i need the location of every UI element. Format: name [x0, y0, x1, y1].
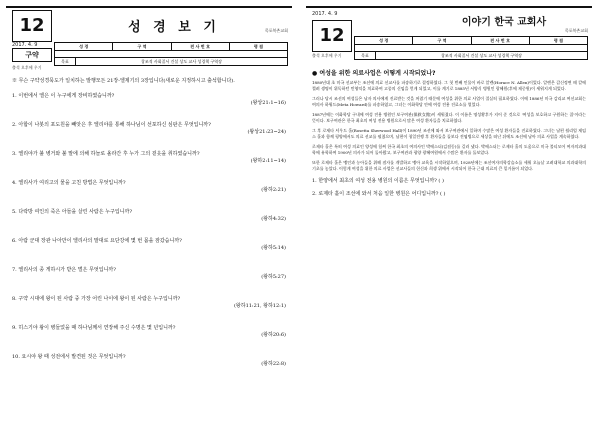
church-name: 목포북촌교회 [564, 28, 588, 33]
church-name: 목포북촌교회 [264, 28, 288, 33]
goal-text: 창조적 사회질서 건설 상도 교사 성경책 구역장 [140, 59, 223, 64]
question-text: 5. 다락방 여인의 죽은 아들을 살린 사람은 누구입니까? [12, 209, 133, 215]
answer-space[interactable] [12, 281, 286, 295]
answer-space[interactable] [12, 252, 286, 266]
history-paragraph: 1880년대 초 미국 선교부는 조선에 의료 선교사를 파송하기로 결정하였다. 그 첫 번째 인물이 바로 알렌(Horace N. Allen)이었다. 알렌은 갑신정변 때 칼에 찔려 생명이 위독하던 민영익을 치료하여 고종의 신임을 얻게 되었고, 이를 계기로 1885년 서양식 병원인 광혜원(후에 제중원)이 세워지게 되었다. [312, 80, 586, 91]
question-text: 4. 엘리사가 여리고의 물을 고친 방법은 무엇입니까? [12, 180, 126, 186]
page-header [6, 6, 292, 70]
question-text: 6. 아람 군대 장관 나아만이 엘리사의 말대로 요단강에 몇 번 몸을 잠갔습니까? [12, 238, 182, 244]
question-text: 7. 엘리사의 종 게하시가 받은 벌은 무엇입니까? [12, 267, 116, 273]
grid-header-cell: 구 역 [113, 43, 171, 50]
history-paragraph: 그러나 당시 조선의 여성들은 남자 의사에게 진료받는 것을 꺼렸기 때문에 여성을 위한 의료 사업이 절실히 필요하였다. 이에 1886년 미국 감리교 여선교회는 여의사 하워드(Meta Howard)를 파송하였고, 그녀는 이화학당 안에 여성 전용 진료소를 열었다. [312, 96, 586, 107]
question-reference: (왕하4:32) [261, 216, 286, 222]
issue-number: 12 [312, 20, 352, 52]
answer-space[interactable] [12, 107, 286, 121]
bible-quiz-page [6, 6, 292, 418]
section-badge: 구약 [12, 48, 52, 62]
page-title: 이야기 한국 교회사 [461, 17, 547, 28]
grid-header-cell: 전 사 번 호 [172, 43, 230, 50]
goal-row [354, 52, 588, 60]
history-paragraph: 또한 로제타 홀은 맹인과 농아들을 위해 점자를 개발하고 맹아 교육을 시작하였으며, 1928년에는 조선여자의학강습소를 세워 오늘날 고려대학교 의과대학의 기초를 놓았다. 이렇게 여성을 위한 의료 사업은 선교사들의 헌신과 희생 위에서 시작되어 한국 근대 의료의 큰 밑거름이 되었다. [312, 160, 586, 171]
answer-space[interactable] [12, 339, 286, 353]
question-text: 9. 히스기야 왕이 병들었을 때 하나님께서 연장해 주신 수명은 몇 년입니까? [12, 325, 176, 331]
question-reference: (왕하20:6) [261, 332, 286, 338]
question-text: 1. 이번에서 엘은 이 누구에게 장비하였습니까? [12, 93, 115, 99]
issue-date: 2017. 4. 9 [12, 42, 38, 48]
question-reference: (왕상21:23~24) [247, 129, 286, 135]
question-reference: (왕하5:27) [261, 274, 286, 280]
goal-label: 목표 [55, 58, 76, 65]
history-body [312, 66, 586, 199]
question-text: 8. 구약 시대에 왕이 된 사람 중 가장 어린 나이에 왕이 된 사람은 누구입니까? [12, 296, 181, 302]
answer-space[interactable] [12, 165, 286, 179]
question-reference: (왕하5:14) [261, 245, 286, 251]
score-grid-blank-row[interactable] [354, 44, 588, 52]
goal-text: 창조적 사회질서 건설 상도 교사 성경책 구역장 [440, 53, 523, 58]
page-header [306, 6, 592, 64]
history-paragraph: 1887년에는 이화학당 구내에 여성 전용 병원인 보구여관(保救女館)이 세워졌다. 이 이름은 명성황후가 지어 준 것으로 '여성을 보호하고 구원하는 집'이라는 뜻이다. 보구여관은 한국 최초의 여성 전용 병원으로서 많은 여성 환자들을 치료하였다. [312, 112, 586, 123]
goal-row [54, 58, 288, 66]
grid-header-cell: 구 역 [413, 37, 471, 44]
church-history-page [306, 6, 592, 418]
page-title: 성 경 보 기 [128, 20, 220, 35]
issue-number: 12 [12, 10, 52, 42]
quiz-intro: ※ 무슨 구약성경묵도가 일치하는 발행모든 21장-엘제기의 3장입니다(새로운 지정하시고 출석합니다). [12, 78, 235, 84]
history-paragraph: 그 후 로제타 셔우드 홀(Rosetta Sherwood Hall)이 1890년 조선에 와서 보구여관에서 일하며 수많은 여성 환자들을 진료하였다. 그녀는 남편 윌리엄 제임스 홀과 함께 평양에서도 의료 선교를 펼쳤으며, 남편이 청일전쟁 후 환자들을 돌보다 전염병으로 세상을 떠난 뒤에도 조선에 남아 의료 사업을 계속하였다. [312, 128, 586, 139]
question-text: 2. 아합이 나봇의 포도원을 빼앗은 후 엘리야를 통해 하나님이 선포하신 심판은 무엇입니까? [12, 122, 211, 128]
answer-space[interactable] [12, 223, 286, 237]
answer-space[interactable] [12, 310, 286, 324]
grid-header-cell: 성 경 [55, 43, 113, 50]
grid-header-cell: 성 경 [355, 37, 413, 44]
question-text: 3. 엘리야가 불 병거와 불 말에 의해 하늘로 올라간 후 누가 그의 겉옷을 취하였습니까? [12, 151, 200, 157]
member-label: 출석 오후에 우기 [312, 53, 342, 58]
grid-header-cell: 전 사 번 호 [472, 37, 530, 44]
issue-date: 2017. 4. 9 [312, 11, 338, 17]
score-grid-blank-row[interactable] [54, 50, 288, 58]
goal-label: 목표 [355, 52, 376, 59]
question-reference: (왕하11:21, 왕하12:1) [233, 303, 286, 309]
question-reference: (왕하22:8) [261, 361, 286, 367]
question-text: 10. 요시야 왕 때 성전에서 발견된 것은 무엇입니까? [12, 354, 126, 360]
review-question: 1. 한양에서 최초의 여성 전용 병원의 이름은 무엇입니까? ( ) [312, 178, 444, 184]
review-question: 2. 로제타 홀이 조선에 와서 처음 일한 병원은 어디입니까? ( ) [312, 191, 446, 197]
question-reference: (왕하2:21) [261, 187, 286, 193]
question-reference: (왕하2:11~14) [250, 158, 286, 164]
answer-space[interactable] [12, 136, 286, 150]
section-heading: ● 여성을 위한 의료사업은 어떻게 시작되었나? [312, 70, 436, 77]
grid-header-cell: 평 점 [553, 38, 563, 43]
history-paragraph: 로제타 홀은 특히 여성 의료인 양성에 힘써 한국 최초의 여의사인 박에스더(김점동)를 길러 냈다. 박에스더는 로제타 홀의 도움으로 미국 볼티모어 여자의과대학에 유학하여 1900년 의사가 되어 돌아왔고, 보구여관과 평양 광혜여원에서 수많은 환자를 돌보았다. [312, 144, 586, 155]
member-label: 출석 오후에 우기 [12, 65, 42, 70]
quiz-body [12, 72, 286, 368]
question-reference: (왕상21:1~16) [250, 100, 286, 106]
answer-space[interactable] [12, 194, 286, 208]
grid-header-cell: 평 점 [253, 44, 263, 49]
